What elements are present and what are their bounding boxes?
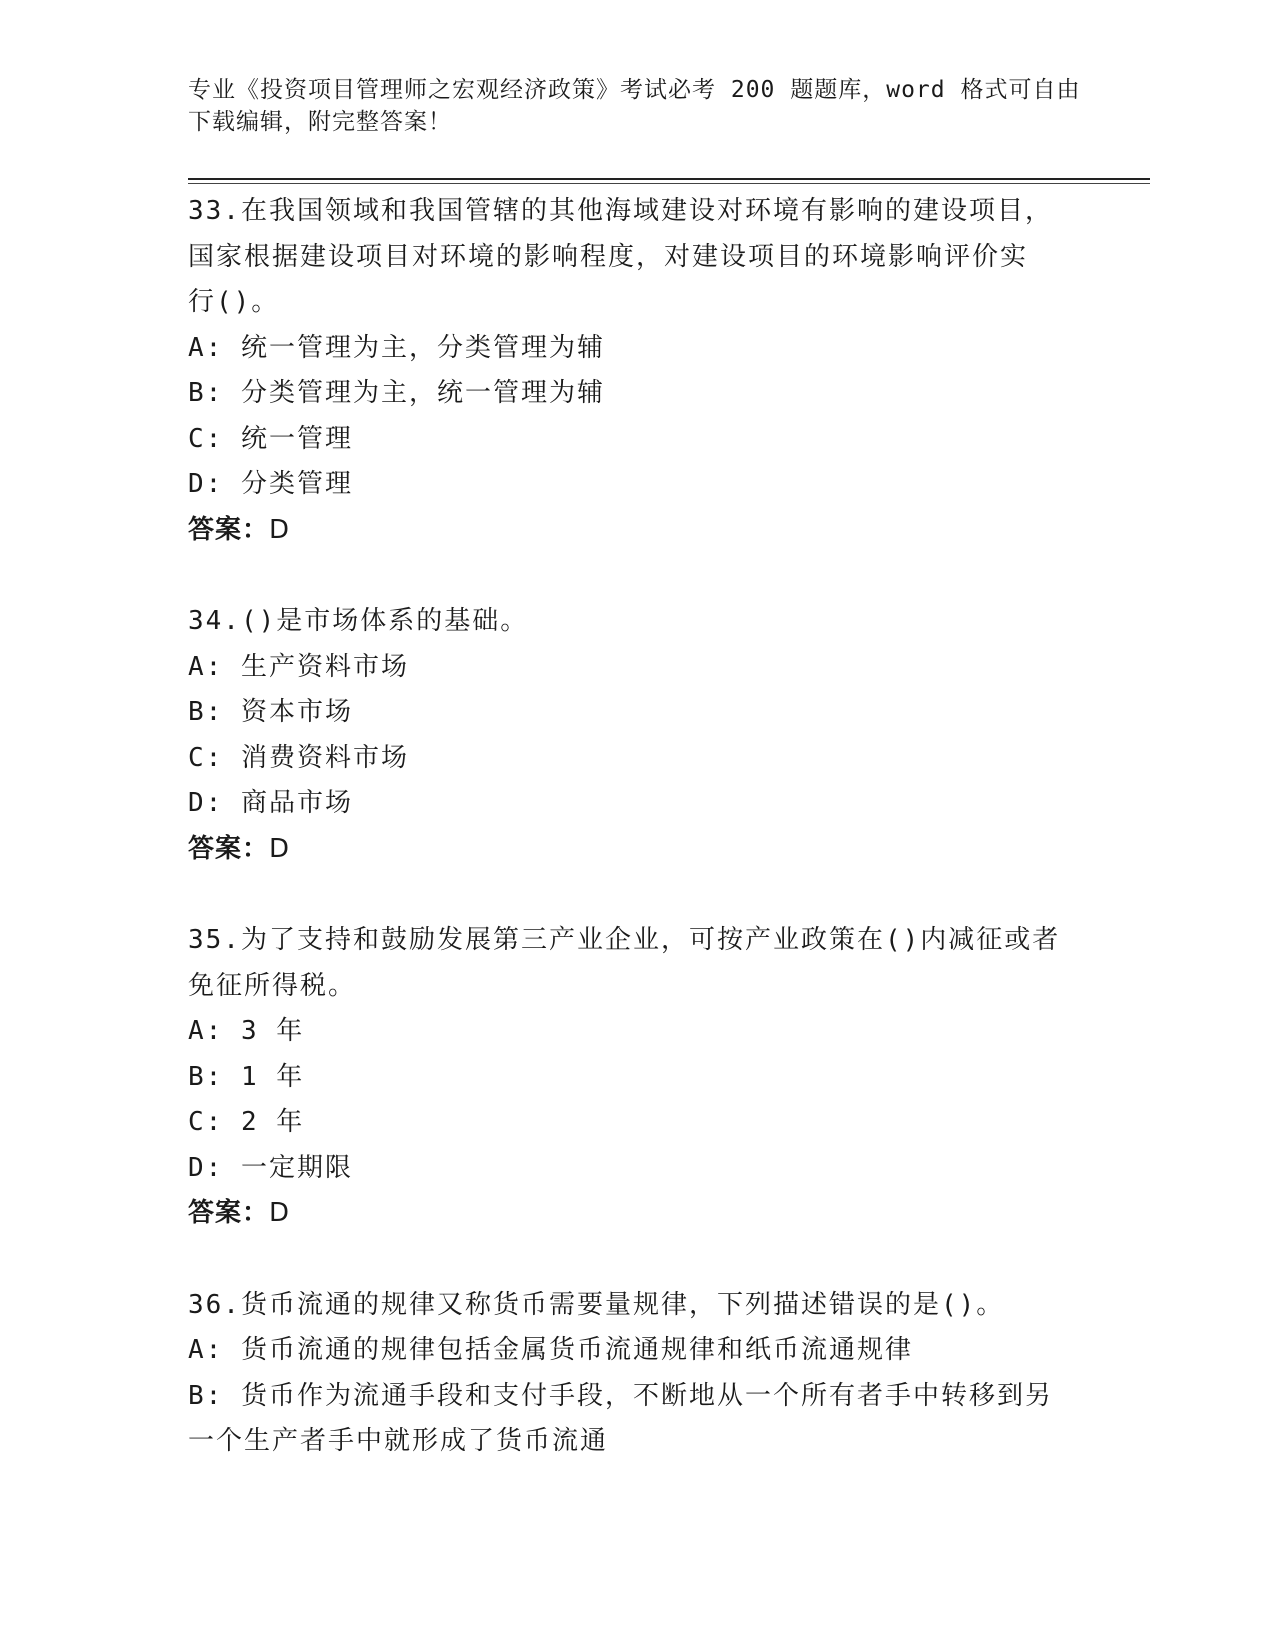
question-36 xyxy=(188,1283,1088,1465)
answer-label: 答案： xyxy=(188,514,270,545)
question-stem-line: 33.在我国领域和我国管辖的其他海域建设对环境有影响的建设项目， xyxy=(188,196,1053,226)
answer-line xyxy=(188,827,1088,873)
option-b: B: 分类管理为主，统一管理为辅 xyxy=(188,378,605,408)
option-a: A: 货币流通的规律包括金属货币流通规律和纸币流通规律 xyxy=(188,1335,913,1365)
option-a: A: 统一管理为主，分类管理为辅 xyxy=(188,332,605,363)
answer-value: D xyxy=(269,514,291,545)
option-a: A: 3 年 xyxy=(188,1016,305,1046)
answer-label: 答案： xyxy=(188,833,270,864)
question-stem-line: 行()。 xyxy=(188,287,280,317)
option-b-continued: 一个生产者手中就形成了货币流通 xyxy=(188,1426,609,1456)
question-33 xyxy=(188,189,1088,553)
option-b: B: 资本市场 xyxy=(188,697,353,727)
question-stem-line: 36.货币流通的规律又称货币需要量规律，下列描述错误的是()。 xyxy=(188,1289,1005,1320)
header-line-1: 专业《投资项目管理师之宏观经济政策》考试必考 200 题题库，word 格式可自由 xyxy=(188,77,1081,103)
option-d: D: 商品市场 xyxy=(188,788,353,818)
header-divider-thick xyxy=(188,178,1150,180)
question-stem-line: 国家根据建设项目对环境的影响程度，对建设项目的环境影响评价实 xyxy=(188,241,1029,272)
option-b: B: 1 年 xyxy=(188,1061,305,1092)
option-c: C: 统一管理 xyxy=(188,423,353,454)
header-divider-thin xyxy=(188,183,1150,184)
option-c: C: 消费资料市场 xyxy=(188,742,409,773)
question-stem-line: 35.为了支持和鼓励发展第三产业企业，可按产业政策在()内减征或者 xyxy=(188,925,1061,955)
option-d: D: 分类管理 xyxy=(188,469,353,499)
document-header xyxy=(188,74,1088,138)
question-35 xyxy=(188,918,1088,1237)
question-list xyxy=(188,189,1088,1511)
answer-value: D xyxy=(269,1198,291,1228)
answer-label: 答案： xyxy=(188,1198,270,1228)
question-stem-line: 34.()是市场体系的基础。 xyxy=(188,606,529,636)
option-c: C: 2 年 xyxy=(188,1107,305,1137)
option-b: B: 货币作为流通手段和支付手段，不断地从一个所有者手中转移到另 xyxy=(188,1380,1053,1411)
question-stem-line: 免征所得税。 xyxy=(188,970,357,1001)
answer-line xyxy=(188,1191,1088,1237)
option-d: D: 一定期限 xyxy=(188,1152,353,1183)
answer-line xyxy=(188,508,1088,554)
header-line-2: 下载编辑，附完整答案！ xyxy=(188,109,452,135)
option-a: A: 生产资料市场 xyxy=(188,651,409,682)
answer-value: D xyxy=(269,833,291,864)
question-34 xyxy=(188,599,1088,872)
